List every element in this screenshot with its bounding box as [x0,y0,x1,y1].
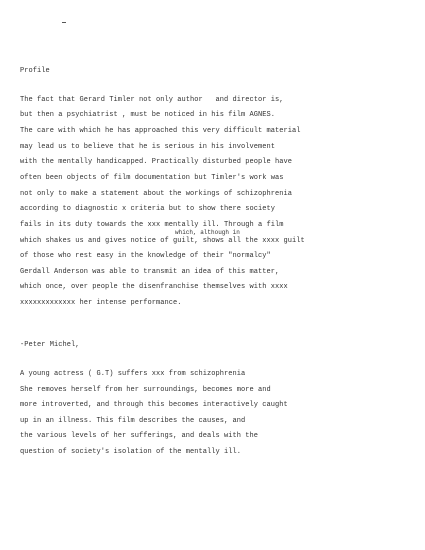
text-line: which once, over people the disenfranchise themselves with xxxx [20,283,288,291]
text-line: may lead us to believe that he is serious in his involvement [20,143,276,151]
text-line: up in an illness. This film describes the causes, and [20,417,246,425]
text-line: She removes herself from her surroundings, becomes more and [20,386,271,394]
text-line: Gerdall Anderson was able to transmit an idea of this matter, [20,268,280,276]
text-line: The care with which he has approached this very difficult material [20,127,301,135]
signature: -Peter Michel, [20,341,80,349]
handwritten-insert: which, although in [175,229,240,236]
text-line: A young actress ( G.T) suffers xxx from schizophrenia [20,370,246,378]
text-line: more introverted, and through this becomes interactively caught [20,401,288,409]
text-line: not only to make a statement about the workings of schizophrenia [20,190,293,198]
heading: Profile [20,67,50,75]
text-line: but then a psychiatrist , must be noticed in his film AGNES. [20,111,276,119]
page-mark [62,22,66,23]
text-line: xxxxxxxxxxxxx her intense performance. [20,299,182,307]
text-line: fails in its duty towards the xxx mentally ill. Through a film [20,221,284,229]
text-line: question of society's isolation of the mentally ill. [20,448,242,456]
text-line: often been objects of film documentation but Timler's work was [20,174,284,182]
text-line: The fact that Gerard Timler not only author and director is, [20,96,284,104]
text-line: which shakes us and gives notice of guilt, shows all the xxxx guilt [20,237,305,245]
text-line: with the mentally handicapped. Practically disturbed people have [20,158,293,166]
text-line: according to diagnostic x criteria but to show there society [20,205,276,213]
text-line: of those who rest easy in the knowledge of their "normalcy" [20,252,271,260]
text-line: the various levels of her sufferings, and deals with the [20,432,259,440]
